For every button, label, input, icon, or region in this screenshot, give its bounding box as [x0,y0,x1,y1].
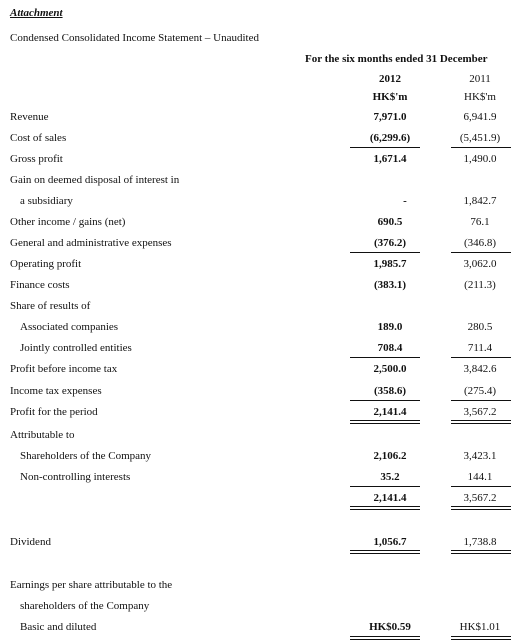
row-label: Cost of sales [10,132,67,144]
subtotal-rule-2012 [350,357,420,358]
subtotal-rule-2011 [451,252,511,253]
total-double-rule-2012 [350,506,420,510]
row-label: Income tax expenses [10,385,102,397]
total-double-rule-2011 [451,636,511,640]
subtotal-rule-2012 [350,252,420,253]
row-label: Share of results of [10,300,91,312]
column-year-2011: 2011 [469,73,491,85]
period-header: For the six months ended 31 December [305,53,488,65]
subtotal-rule-2011 [451,357,511,358]
value-2012: 189.0 [377,321,403,333]
value-2011: 3,567.2 [463,406,497,418]
value-2012: 7,971.0 [373,111,407,123]
row-label: Dividend [10,536,51,548]
value-2012: HK$0.59 [369,621,411,633]
value-2012: 1,056.7 [373,536,407,548]
row-label: Associated companies [20,321,119,333]
statement-title: Condensed Consolidated Income Statement – Unaudited [10,32,259,44]
value-2011: 1,490.0 [463,153,497,165]
value-2011: (5,451.9) [459,132,501,144]
value-2011: 3,842.6 [463,363,497,375]
value-2012: (383.1) [373,279,407,291]
row-label: Operating profit [10,258,82,270]
total-double-rule-2012 [350,636,420,640]
value-2012: 1,671.4 [373,153,407,165]
total-double-rule-2011 [451,550,511,554]
value-2012: 35.2 [380,471,400,483]
row-label: Finance costs [10,279,70,291]
subtotal-rule-2012 [350,147,420,148]
value-2011: 6,941.9 [463,111,497,123]
total-double-rule-2012 [350,550,420,554]
row-label: Basic and diluted [20,621,97,633]
row-label: Other income / gains (net) [10,216,126,228]
value-2012: 2,106.2 [373,450,407,462]
value-2012: 708.4 [377,342,403,354]
subtotal-rule-2011 [451,486,511,487]
subtotal-rule-2011 [451,400,511,401]
value-2011: (211.3) [464,279,496,291]
document-heading: Attachment [10,7,63,19]
value-2011: HK$1.01 [459,621,501,633]
row-label: shareholders of the Company [20,600,150,612]
value-2012: (376.2) [373,237,407,249]
value-2012: 1,985.7 [373,258,407,270]
value-2011: 3,567.2 [463,492,497,504]
value-2011: 1,842.7 [463,195,497,207]
subtotal-rule-2012 [350,400,420,401]
value-2012: (358.6) [373,385,407,397]
value-2012: 2,141.4 [373,406,407,418]
value-2011: (346.8) [463,237,497,249]
total-double-rule-2011 [451,420,511,424]
row-label: Jointly controlled entities [20,342,132,354]
column-year-2012: 2012 [379,73,401,85]
row-label: Attributable to [10,429,75,441]
value-2012: (6,299.6) [369,132,411,144]
value-2011: 1,738.8 [463,536,497,548]
row-label: Non-controlling interests [20,471,131,483]
value-2011: 3,423.1 [463,450,497,462]
row-label: a subsidiary [20,195,73,207]
value-2011: (275.4) [463,385,497,397]
row-label: General and administrative expenses [10,237,172,249]
value-2011: 3,062.0 [463,258,497,270]
value-2012: 2,500.0 [373,363,407,375]
row-label: Profit for the period [10,406,98,418]
value-2012: 2,141.4 [373,492,407,504]
subtotal-rule-2012 [350,486,420,487]
row-label: Earnings per share attributable to the [10,579,173,591]
column-unit-2012: HK$'m [372,91,408,103]
value-2011: 144.1 [467,471,493,483]
column-unit-2011: HK$'m [464,91,496,103]
subtotal-rule-2011 [451,147,511,148]
row-label: Gain on deemed disposal of interest in [10,174,180,186]
value-2011: 280.5 [467,321,493,333]
total-double-rule-2011 [451,506,511,510]
row-label: Profit before income tax [10,363,118,375]
value-2012: 690.5 [377,216,403,228]
total-double-rule-2012 [350,420,420,424]
row-label: Gross profit [10,153,63,165]
value-2011: 76.1 [470,216,490,228]
row-label: Shareholders of the Company [20,450,152,462]
row-label: Revenue [10,111,49,123]
value-2011: 711.4 [467,342,493,354]
value-2012: - [403,195,407,207]
